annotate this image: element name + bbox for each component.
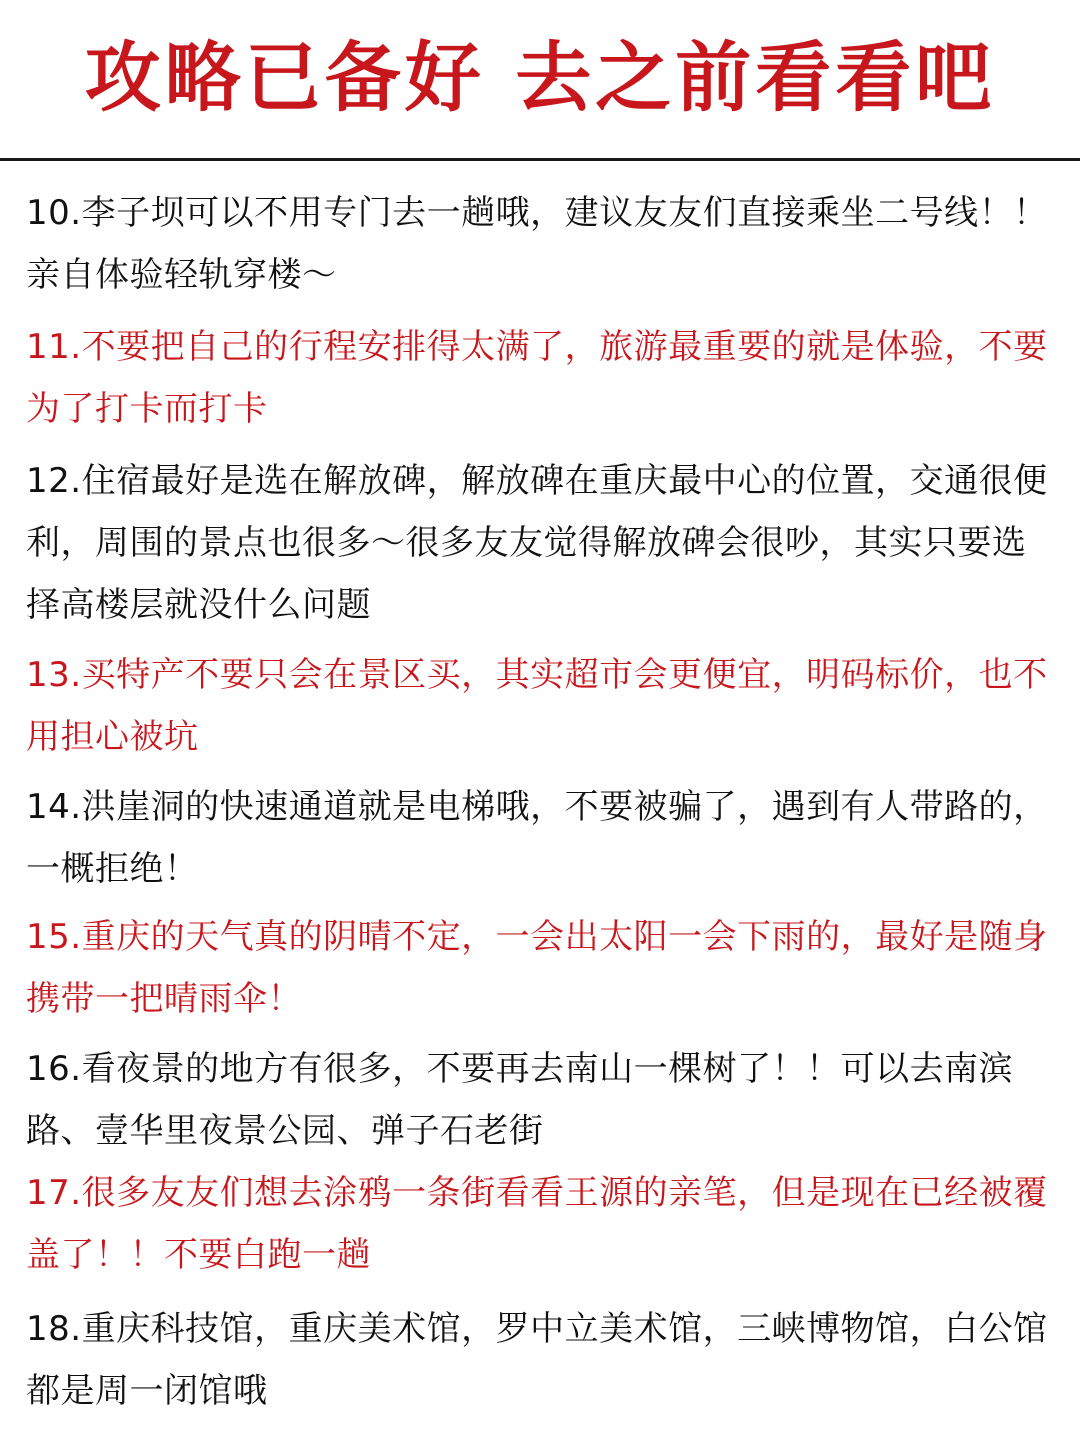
tip-16: 16.看夜景的地方有很多，不要再去南山一棵树了！！可以去南滨路、壹华里夜景公园、弹子石老街 xyxy=(26,1049,1014,1151)
page-title: 攻略已备好 去之前看看吧 xyxy=(84,33,996,122)
tip-18: 18.重庆科技馆，重庆美术馆，罗中立美术馆，三峡博物馆，白公馆都是周一闭馆哦 xyxy=(26,1309,1048,1411)
tip-14: 14.洪崖洞的快速通道就是电梯哦，不要被骗了，遇到有人带路的，一概拒绝！ xyxy=(26,787,1048,889)
tip-17: 17.很多友友们想去涂鸦一条街看看王源的亲笔，但是现在已经被覆盖了！！不要白跑一趟 xyxy=(26,1173,1048,1275)
tip-11: 11.不要把自己的行程安排得太满了，旅游最重要的就是体验，不要为了打卡而打卡 xyxy=(26,327,1048,429)
page-header xyxy=(0,0,1080,158)
tip-12: 12.住宿最好是选在解放碑，解放碑在重庆最中心的位置，交通很便利，周围的景点也很多～很多友友觉得解放碑会很吵，其实只要选择高楼层就没什么问题 xyxy=(26,461,1048,625)
header-divider xyxy=(0,158,1080,161)
tip-10: 10.李子坝可以不用专门去一趟哦，建议友友们直接乘坐二号线！！亲自体验轻轨穿楼～ xyxy=(26,193,1048,295)
tip-15: 15.重庆的天气真的阴晴不定，一会出太阳一会下雨的，最好是随身携带一把晴雨伞！ xyxy=(26,917,1048,1019)
tip-13: 13.买特产不要只会在景区买，其实超市会更便宜，明码标价，也不用担心被坑 xyxy=(26,655,1048,757)
